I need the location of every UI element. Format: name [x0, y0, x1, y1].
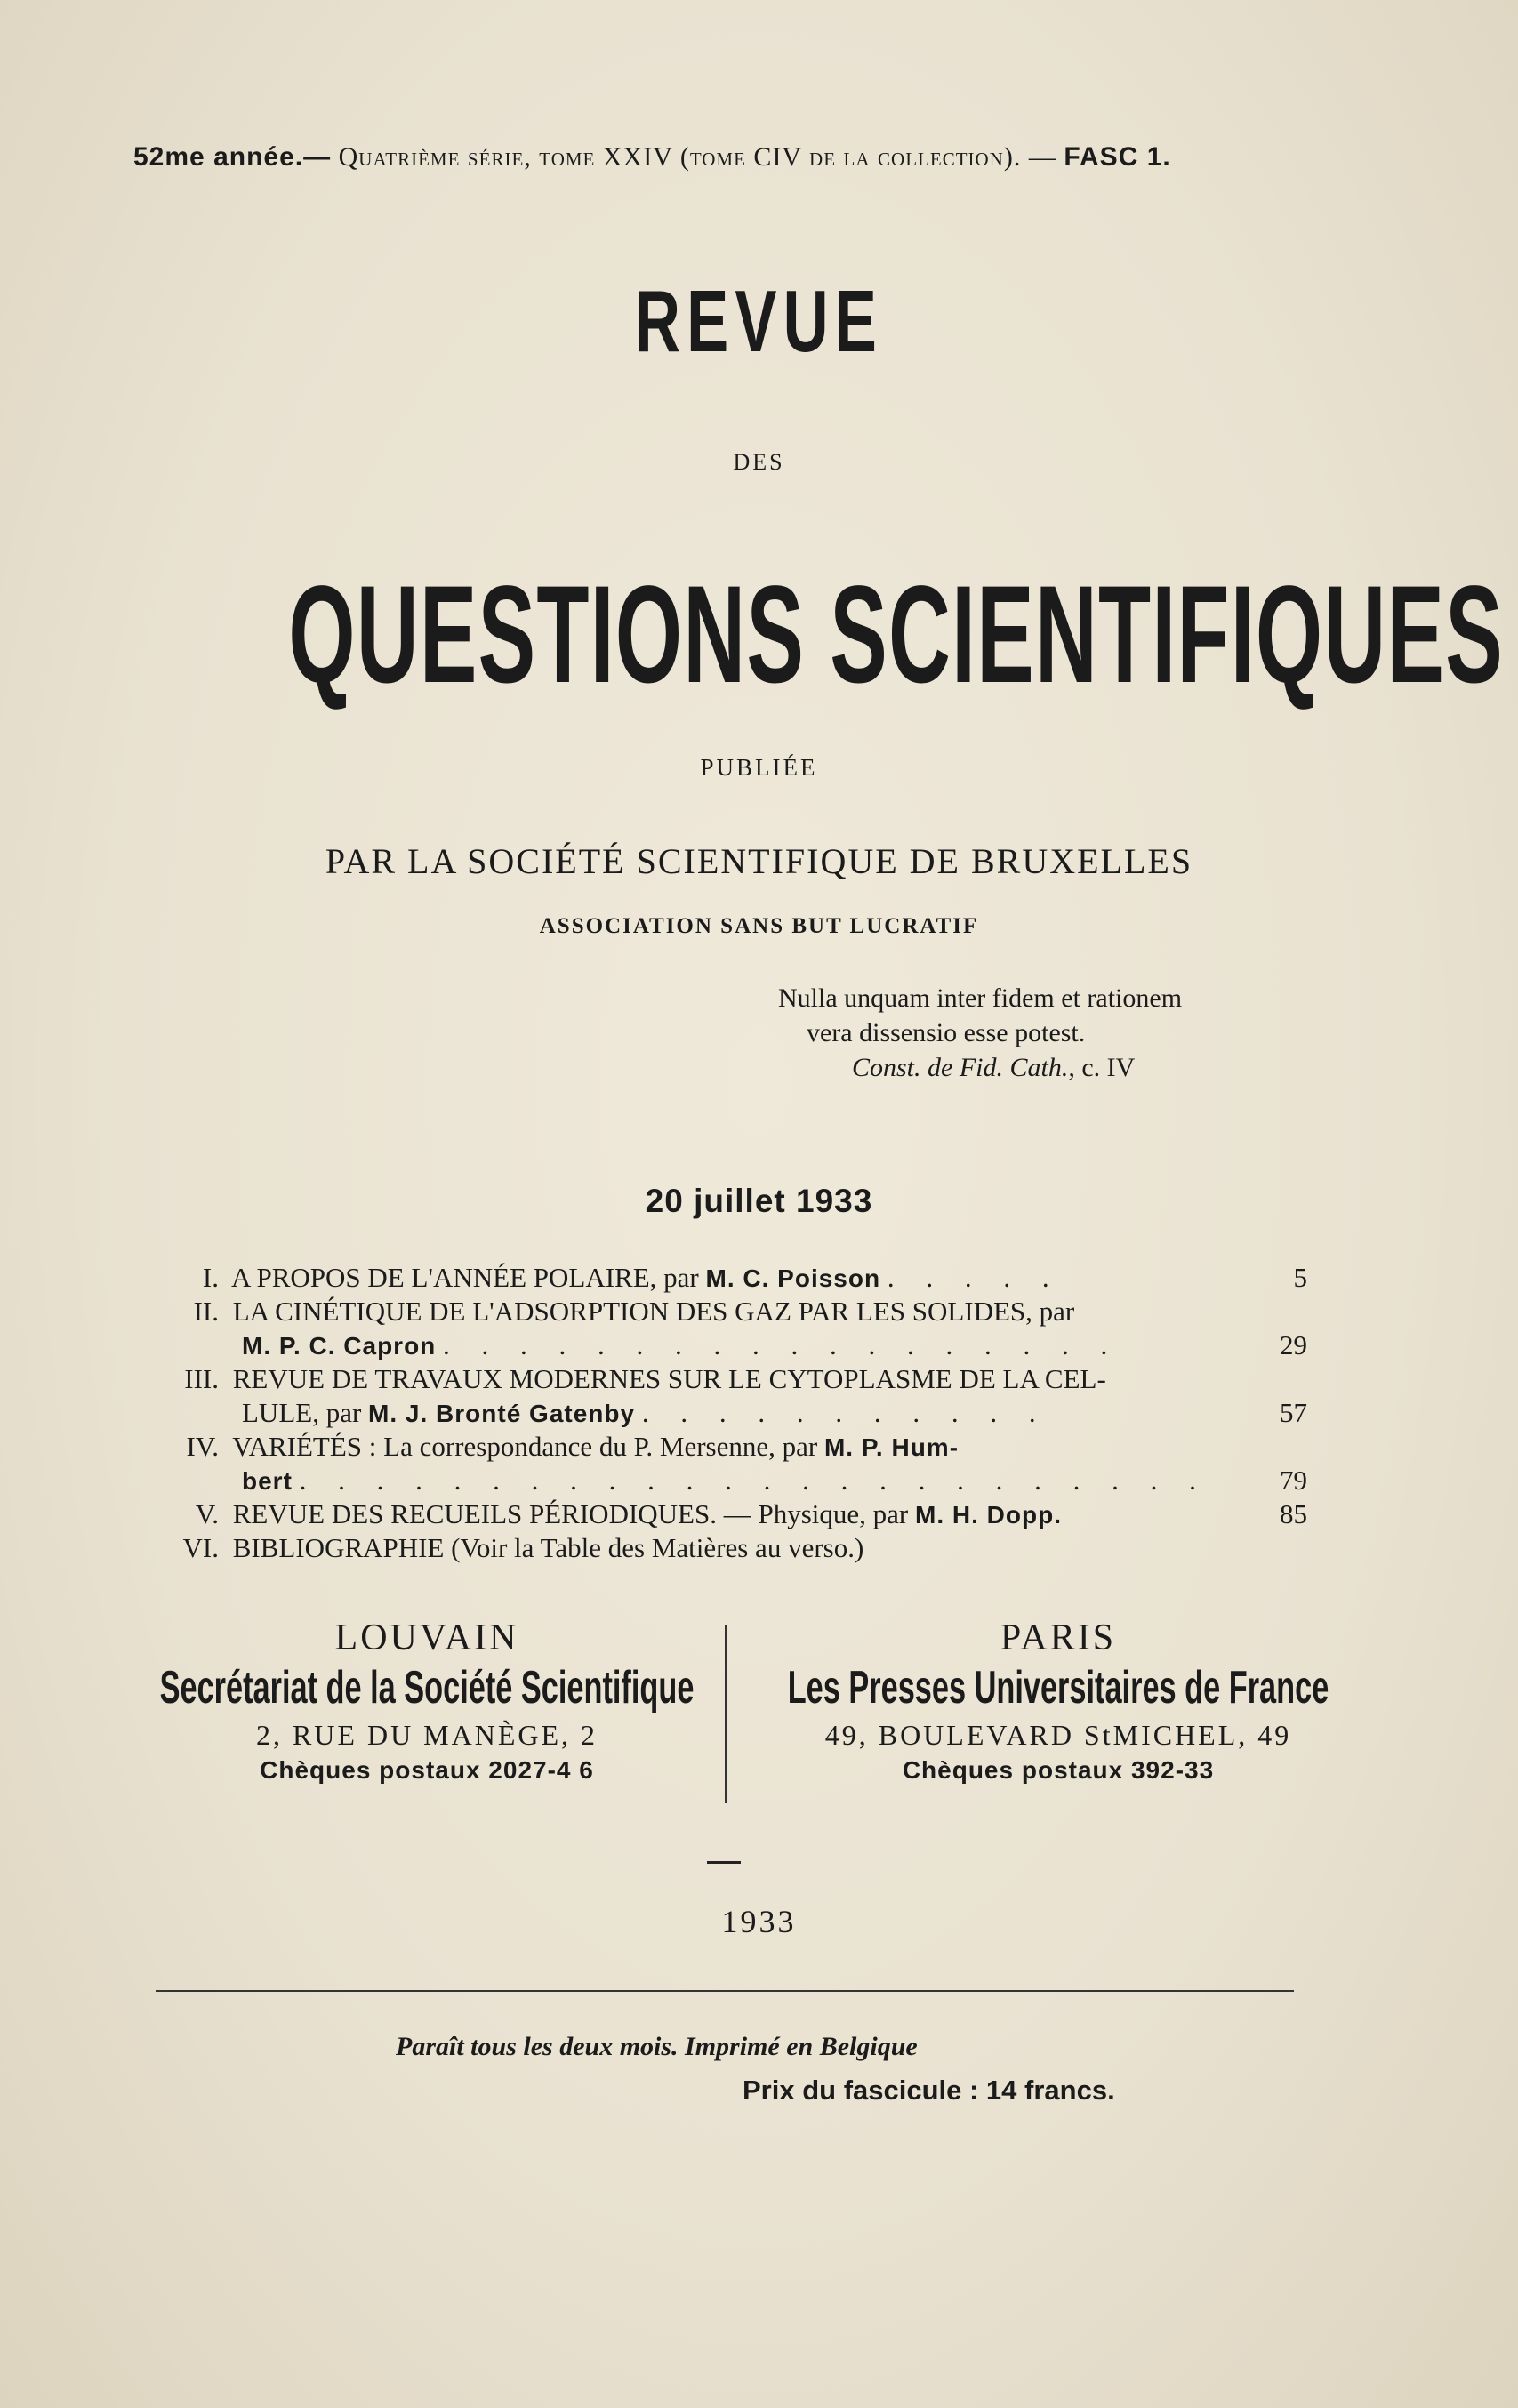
issue-date: 20 juillet 1933 [645, 1183, 873, 1219]
toc-page: 57 [1280, 1397, 1307, 1428]
motto-line-2: vera dissensio esse potest. [807, 1018, 1086, 1047]
publisher-institution: Les Presses Universitaires de France [787, 1662, 1329, 1714]
separator-dash [707, 1861, 741, 1864]
motto-source-ref: c. IV [1081, 1053, 1136, 1082]
publisher-address: 2, RUE DU MANÈGE, 2 [255, 1719, 598, 1751]
toc-author: M. C. Poisson [705, 1264, 881, 1292]
toc-number: II. [193, 1296, 219, 1327]
toc-number: IV. [186, 1431, 219, 1462]
toc-number: VI. [182, 1532, 219, 1563]
toc-author: M. P. Hum- [823, 1433, 960, 1461]
toc-number: I. [202, 1262, 219, 1293]
toc-entry [160, 1497, 1307, 1531]
toc-entry [160, 1295, 1307, 1328]
toc-title: VARIÉTÉS : La correspondance du P. Mersenne, par [232, 1431, 818, 1462]
association-label: ASSOCIATION SANS BUT LUCRATIF [539, 914, 979, 938]
toc-author: M. P. C. Capron [242, 1332, 437, 1360]
price-note: Prix du fascicule : 14 francs. [743, 2075, 1115, 2106]
toc-entry [160, 1531, 1307, 1565]
toc-entry-continued: M. P. C. Capron . . . . . . . . . . . . . . . . . . 29 [160, 1328, 1307, 1362]
publisher-cheques: Chèques postaux 2027-4 6 [260, 1756, 594, 1784]
horizontal-rule [156, 1990, 1294, 1992]
publisher-paris [765, 1617, 1352, 1787]
toc-title: BIBLIOGRAPHIE (Voir la Table des Matières au verso.) [232, 1532, 864, 1563]
title-main: QUESTIONS SCIENTIFIQUES [288, 558, 1504, 712]
toc-page: 5 [1293, 1262, 1307, 1293]
column-divider [725, 1625, 727, 1803]
motto-source [778, 1050, 1182, 1085]
motto-line-1: Nulla unquam inter fidem et rationem [778, 983, 1183, 1013]
motto-source-title: Const. de Fid. Cath., [852, 1053, 1075, 1082]
toc-number: V. [195, 1498, 219, 1529]
table-of-contents [160, 1261, 1307, 1565]
publisher-city: PARIS [1000, 1617, 1117, 1658]
toc-page: 29 [1280, 1329, 1307, 1361]
toc-entry-continued: bert . . . . . . . . . . . . . . . . . . . . . . . . 79 [160, 1464, 1307, 1497]
toc-entry [160, 1430, 1307, 1464]
society-name: PAR LA SOCIÉTÉ SCIENTIFIQUE DE BRUXELLES [325, 841, 1193, 881]
toc-title: REVUE DE TRAVAUX MODERNES SUR LE CYTOPLASME DE LA CEL- [232, 1363, 1106, 1394]
toc-author: M. J. Bronté Gatenby [368, 1400, 636, 1427]
publisher-louvain [133, 1617, 720, 1787]
publishers-block [133, 1617, 1387, 1812]
toc-title: REVUE DES RECUEILS PÉRIODIQUES. — Physique, par [232, 1498, 909, 1529]
toc-title: A PROPOS DE L'ANNÉE POLAIRE, par [231, 1262, 699, 1293]
toc-number: III. [184, 1363, 219, 1394]
toc-entry [160, 1362, 1307, 1396]
publisher-institution: Secrétariat de la Société Scientifique [159, 1662, 695, 1714]
toc-author-continued: bert [242, 1467, 293, 1495]
toc-page: 85 [1280, 1498, 1307, 1529]
title-des: DES [733, 449, 785, 475]
latin-motto [778, 981, 1182, 1085]
published-label: PUBLIÉE [700, 754, 818, 781]
toc-entry-continued: LULE, par M. J. Bronté Gatenby . . . . . . . . . . . 57 [160, 1396, 1307, 1430]
volume-year: 52me année.— [133, 142, 332, 172]
toc-entry: I. A PROPOS DE L'ANNÉE POLAIRE, par M. C. Poisson . . . . . 5 [160, 1261, 1307, 1295]
fascicle-number: FASC 1. [1064, 142, 1171, 172]
series-info: Quatrième série, tome XXIV (tome CIV de la collection). — [338, 142, 1056, 172]
series-header [133, 142, 1378, 173]
publisher-address: 49, BOULEVARD StMICHEL, 49 [824, 1719, 1292, 1751]
publication-year: 1933 [721, 1904, 797, 1939]
toc-title: LA CINÉTIQUE DE L'ADSORPTION DES GAZ PAR LES SOLIDES, par [232, 1296, 1075, 1327]
title-revue: REVUE [634, 272, 884, 370]
toc-page: 79 [1280, 1465, 1307, 1496]
publisher-city: LOUVAIN [334, 1617, 519, 1658]
publisher-cheques: Chèques postaux 392-33 [902, 1756, 1215, 1784]
frequency-note: Paraît tous les deux mois. Imprimé en Belgique [396, 2032, 918, 2061]
toc-title-continued: LULE, par [242, 1397, 362, 1428]
toc-author: M. H. Dopp. [915, 1501, 1062, 1529]
